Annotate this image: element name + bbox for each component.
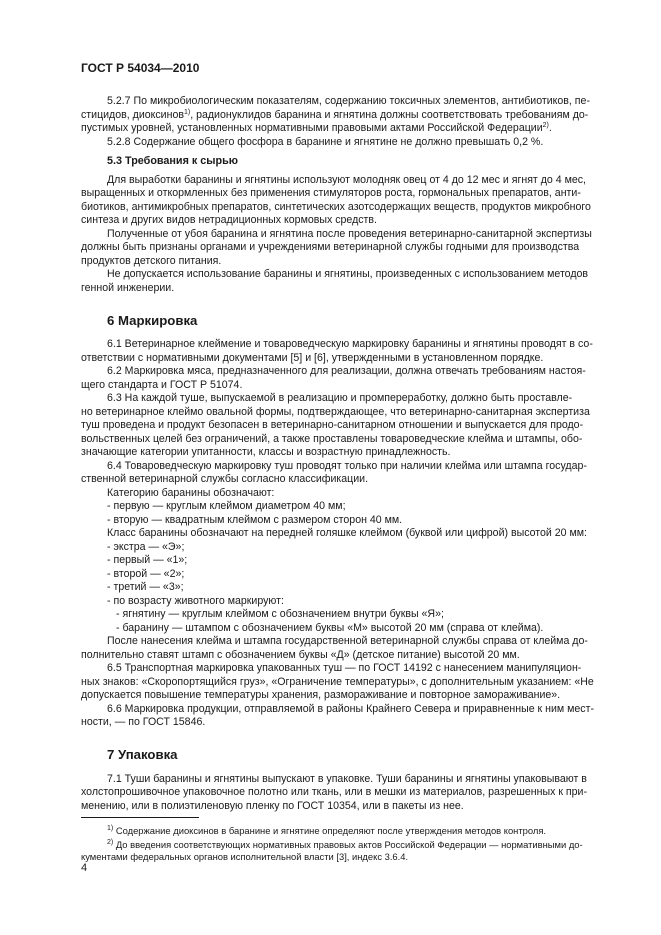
section-7-line: холстопрошивочное упаковочное полотно или ткань, или в мешки из материалов, разрешенных к при-: [81, 786, 587, 798]
section-6-line: допускается повышение температуры хранения, размораживание и повторное замораживание».: [81, 689, 561, 701]
document-id: ГОСТ Р 54034—2010: [81, 61, 200, 75]
footnote-separator: [81, 817, 199, 818]
section-7-line: менению, или в полиэтиленовую пленку по ГОСТ 10354, или в пакеты из нее.: [81, 800, 464, 812]
section-6-line: - третий — «3»;: [107, 581, 184, 593]
section-6-line: Категорию баранины обозначают:: [107, 487, 275, 499]
section-6-line: 6.6 Маркировка продукции, отправляемой в районы Крайнего Севера и приравненные к ним мест-: [107, 703, 594, 715]
section-6-line: - первый — «1»;: [107, 554, 188, 566]
section-6-line: 6.4 Товароведческую маркировку туш проводят только при наличии клейма или штампа государ-: [107, 460, 587, 472]
section-6-line: 6.3 На каждой туше, выпускаемой в реализацию и промпереработку, должно быть проставле-: [107, 392, 573, 404]
paragraph-5-3-line: генной инженерии.: [81, 282, 175, 294]
section-6-line: - экстра — «Э»;: [107, 541, 185, 553]
footnote-text: Содержание диоксинов в баранине и ягнятине определяют после утверждения методов контроля.: [113, 825, 547, 836]
section-6-line: - вторую — квадратным клеймом с размером сторон 40 мм.: [107, 514, 403, 526]
text-span: пустимых уровней, установленных нормативными правовыми актами Российской Федерации: [81, 122, 543, 134]
page-number: 4: [81, 862, 88, 874]
footnote-text: До введения соответствующих нормативных правовых актов Российской Федерации — нормативными до-: [113, 839, 583, 850]
section-6-line: - баранину — штампом с обозначением буквы «М» высотой 20 мм (справа от клейма).: [116, 622, 544, 634]
section-6-line: ных знаков: «Скоропортящийся груз», «Ограничение температуры», с дополнительным указанием: «Не: [81, 676, 594, 688]
section-6-line: значающие категории упитанности, классы и возрастную принадлежность.: [81, 446, 451, 458]
footnote-mark: 2): [107, 839, 114, 846]
footnote-mark: 1): [107, 825, 114, 832]
section-6-line: ности, — по ГОСТ 15846.: [81, 716, 206, 728]
paragraph-5-3-line: синтеза и других видов нетрадиционных кормовых средств.: [81, 214, 377, 226]
footnote-2-continued: кументами федеральных органов исполнительной власти [3], индекс 3.6.4.: [81, 851, 409, 862]
text-span: .: [548, 122, 552, 134]
section-6-line: После нанесения клейма и штампа государственной ветеринарной службы справа от клейма до-: [107, 635, 588, 647]
section-6-line: - первую — круглым клеймом диаметром 40 мм;: [107, 500, 346, 512]
section-7-heading: 7 Упаковка: [107, 747, 178, 762]
section-6-line: Класс баранины обозначают на передней голяшке клеймом (буквой или цифрой) высотой 20 мм:: [107, 527, 587, 539]
section-6-line: туш проведена и продукт безопасен в ветеринарно-санитарном отношении и выпускается для продо-: [81, 419, 584, 431]
text-span: , радионуклидов баранина и ягнятина должны соответствовать требованиям до-: [190, 109, 589, 121]
section-6-line: но ветеринарное клеймо овальной формы, подтверждающее, что ветеринарно-санитарная экспертиза: [81, 406, 590, 418]
paragraph-5-3-line: Для выработки баранины и ягнятины используют молодняк овец от 4 до 12 мес и ягнят до 4 мес,: [107, 174, 586, 186]
section-6-line: щего стандарта и ГОСТ Р 51074.: [81, 379, 243, 391]
section-6-line: 6.2 Маркировка мяса, предназначенного для реализации, должна отвечать требованиям настоя-: [107, 365, 586, 377]
section-6-line: вольственных целей без ограничений, а также проставлены товароведческие клейма и штампы, обо-: [81, 433, 583, 445]
section-6-line: 6.5 Транспортная маркировка упакованных туш — по ГОСТ 14192 с нанесением манипуляцион-: [107, 662, 582, 674]
section-5-3-heading: 5.3 Требования к сырью: [107, 155, 238, 167]
section-7-line: 7.1 Туши баранины и ягнятины выпускают в упаковке. Туши баранины и ягнятины упаковывают в: [107, 773, 587, 785]
paragraph-5-3-line: должны быть признаны органами и учреждениями ветеринарной службы годными для производства: [81, 241, 580, 253]
section-6-line: ответствии с нормативными документами [5] и [6], утвержденными в установленном порядке.: [81, 352, 544, 364]
section-6-line: - по возрасту животного маркируют:: [107, 595, 284, 607]
section-6-line: 6.1 Ветеринарное клеймение и товароведческую маркировку баранины и ягнятины проводят в со-: [107, 338, 593, 350]
paragraph-5-2-8-line: 5.2.8 Содержание общего фосфора в баранине и ягнятине не должно превышать 0,2 %.: [107, 136, 544, 148]
paragraph-5-2-7-line: 5.2.7 По микробиологическим показателям, содержанию токсичных элементов, антибиотиков, пе-: [107, 95, 590, 107]
section-6-line: - ягнятину — круглым клеймом с обозначением внутри буквы «Я»;: [116, 608, 444, 620]
paragraph-5-3-line: выращенных и откормленных без применения стимуляторов роста, гормональных препаратов, анти-: [81, 187, 581, 199]
paragraph-5-3-line: биотиков, антимикробных препаратов, синтетических азотсодержащих веществ, продуктов микробного: [81, 201, 591, 213]
paragraph-5-2-7-line: [81, 109, 588, 122]
section-6-line: ственной ветеринарной службы согласно классификации.: [81, 473, 369, 485]
paragraph-5-3-line: Полученные от убоя баранина и ягнятина после проведения ветеринарно-санитарной экспертизы: [107, 228, 592, 240]
text-span: стицидов, диоксинов: [81, 109, 184, 121]
footnote-2: [107, 839, 583, 851]
section-6-heading: 6 Маркировка: [107, 313, 198, 328]
paragraph-5-3-line: продуктов детского питания.: [81, 255, 222, 267]
section-6-line: полнительно ставят штамп с обозначением буквы «Д» (детское питание) высотой 20 мм.: [81, 649, 520, 661]
paragraph-5-2-7-line: [81, 122, 552, 135]
section-6-line: - второй — «2»;: [107, 568, 185, 580]
footnote-ref-1[interactable]: 1): [183, 109, 191, 116]
paragraph-5-3-line: Не допускается использование баранины и ягнятины, произведенных с использованием методов: [107, 268, 589, 280]
footnote-ref-2[interactable]: 2): [542, 122, 549, 129]
footnote-1: [107, 825, 546, 837]
